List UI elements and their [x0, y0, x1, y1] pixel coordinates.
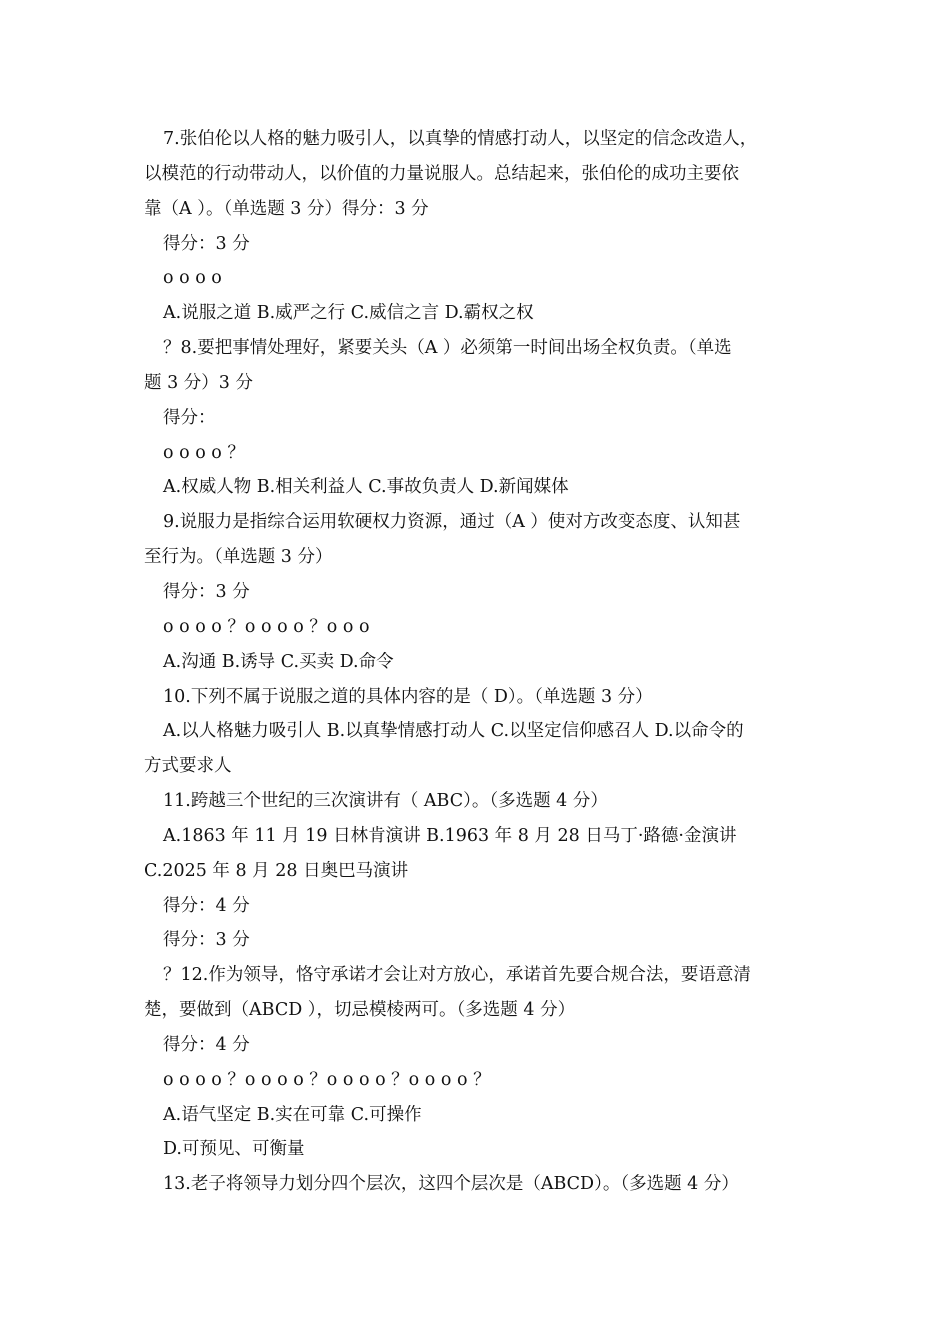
text-line: 楚，要做到（ABCD ），切忌模棱两可。（多选题 4 分） — [144, 1000, 576, 1021]
text-line: 靠（A ）。（单选题 3 分）得分：3 分 — [144, 198, 429, 219]
text-line: 13.老子将领导力划分四个层次，这四个层次是（ABCD）。（多选题 4 分） — [163, 1174, 739, 1195]
text-line: 得分：4 分 — [163, 1034, 250, 1055]
text-line: C.2025 年 8 月 28 日奥巴马演讲 — [144, 860, 409, 881]
text-line: 方式要求人 — [144, 756, 232, 777]
document-body — [144, 122, 809, 1202]
text-line: o o o o ？ — [163, 442, 245, 463]
text-line: 得分：4 分 — [163, 895, 250, 916]
text-line: o o o o ？o o o o ？o o o — [163, 616, 370, 637]
text-line: A.1863 年 11 月 19 日林肯演讲 B.1963 年 8 月 28 日马丁·路德·金演讲 — [163, 825, 737, 846]
text-line: 得分：3 分 — [163, 581, 250, 602]
text-line: ？12.作为领导，恪守承诺才会让对方放心，承诺首先要合规合法，要语意清 — [163, 965, 751, 986]
text-line: A.权威人物 B.相关利益人 C.事故负责人 D.新闻媒体 — [163, 477, 569, 498]
text-line: 题 3 分）3 分 — [144, 372, 253, 393]
text-line: 9.说服力是指综合运用软硬权力资源，通过（A ）使对方改变态度、认知甚 — [163, 512, 741, 533]
text-line: A.以人格魅力吸引人 B.以真挚情感打动人 C.以坚定信仰感召人 D.以命令的 — [163, 721, 744, 742]
text-line: 以模范的行动带动人，以价值的力量说服人。总结起来，张伯伦的成功主要依 — [144, 163, 739, 184]
text-line: 得分： — [163, 407, 216, 428]
text-line: 10.下列不属于说服之道的具体内容的是（ D）。（单选题 3 分） — [163, 686, 653, 707]
text-line: 得分：3 分 — [163, 930, 250, 951]
text-line: 至行为。（单选题 3 分） — [144, 547, 333, 568]
text-line: D.可预见、可衡量 — [163, 1139, 305, 1160]
text-line: 得分：3 分 — [163, 233, 250, 254]
text-line: o o o o ？o o o o ？o o o o ？o o o o ？ — [163, 1069, 491, 1090]
text-line: 11.跨越三个世纪的三次演讲有（ ABC）。（多选题 4 分） — [163, 791, 608, 812]
text-line: A.沟通 B.诱导 C.买卖 D.命令 — [163, 651, 394, 672]
text-line: ？8.要把事情处理好，紧要关头（A ）必须第一时间出场全权负责。（单选 — [163, 338, 732, 359]
text-line: A.语气坚定 B.实在可靠 C.可操作 — [163, 1104, 422, 1125]
text-line: 7.张伯伦以人格的魅力吸引人，以真挚的情感打动人，以坚定的信念改造人， — [163, 129, 758, 149]
text-line: o o o o — [163, 268, 222, 289]
text-line: A.说服之道 B.威严之行 C.威信之言 D.霸权之权 — [163, 303, 534, 324]
